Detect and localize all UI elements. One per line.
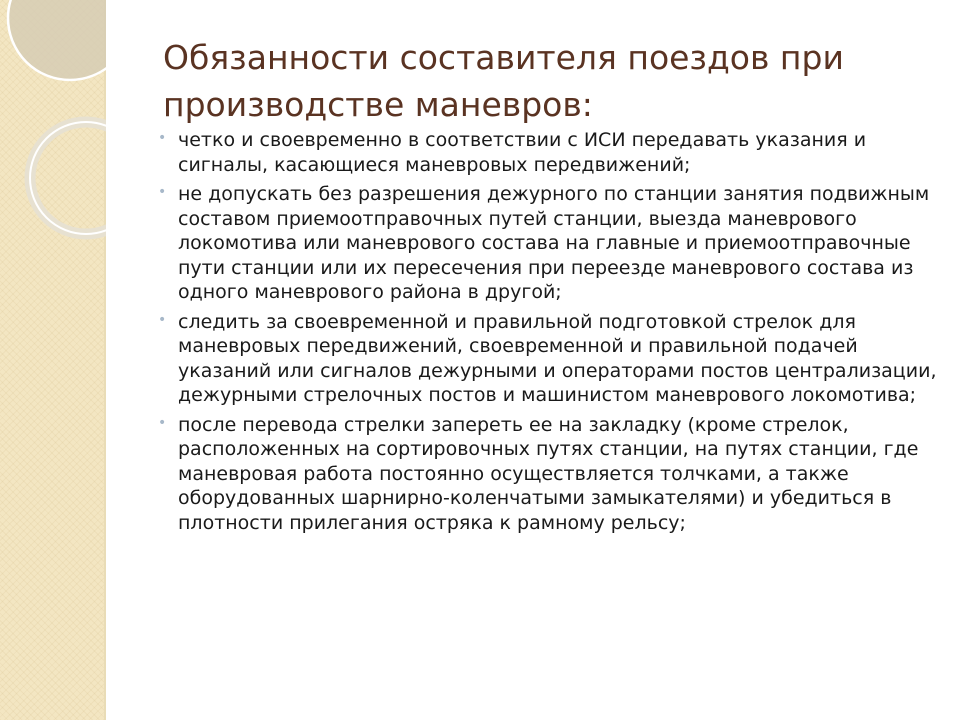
bullet-marker: • [158, 130, 167, 146]
bullet-text: не допускать без разрешения дежурного по станции занятия подвижным составом приемоотправочных путей станции, выезда маневрового локомотива или маневрового состава на главные и приемоотправочные пути станции или их пересечения при переезде маневрового состава из одного маневрового района в другой; [178, 183, 930, 303]
bullet-text: после перевода стрелки запереть ее на закладку (кроме стрелок, расположенных на сортировочных путях станции, на путях станции, где маневровая работа постоянно осуществляется толчками, а также оборудованных шарнирно-коленчатыми замыкателями) и убедиться в плотности прилегания остряка к рамному рельсу; [178, 413, 919, 534]
bullet-marker: • [158, 311, 167, 328]
bullet-item-1 [158, 128, 938, 177]
bullet-marker: • [158, 184, 167, 200]
bullet-list [158, 128, 938, 540]
slide-title: Обязанности составителя поездов при производстве маневров: [163, 38, 844, 124]
bullet-item-2 [158, 182, 938, 305]
decorative-circles [0, 0, 106, 240]
bullet-text: четко и своевременно в соответствии с ИСИ передавать указания и сигналы, касающиеся маневровых передвижений; [178, 129, 867, 176]
bullet-item-4 [158, 413, 938, 536]
bullet-text: следить за своевременной и правильной подготовкой стрелок для маневровых передвижений, своевременной и правильной подачей указаний или сигналов дежурными и операторами постов централизации, дежурными стрелочных постов и машинистом маневрового локомотива; [178, 310, 937, 406]
bullet-item-3 [158, 310, 938, 408]
bullet-marker: • [158, 414, 167, 431]
